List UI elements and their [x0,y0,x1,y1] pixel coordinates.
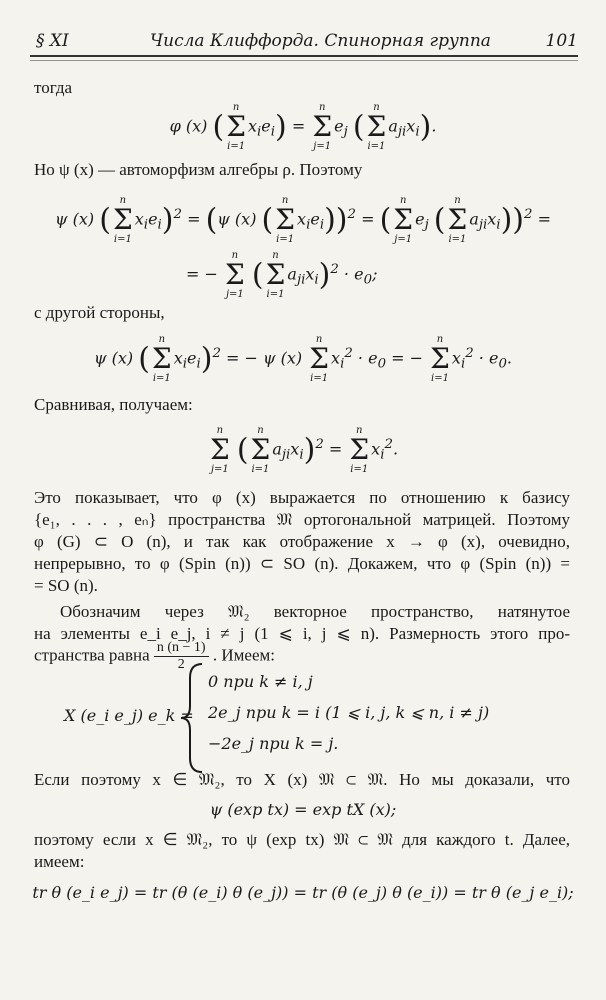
equation-5-lhs: X (e_i e_j) e_k = [64,706,194,725]
text-line: тогда [34,78,73,97]
paragraph-line: поэтому если x ∈ 𝔐₂, то ψ (exp tx) 𝔐 ⊂ 𝔐 для каждого t. Далее, [34,830,570,849]
equation-2b: = − n Σ j=1 ( n Σ i=1 $a_{ji}x_i)^2 \cdot e_0$; [186,250,378,300]
case-line-1: 0 при k ≠ i, j [208,672,313,691]
text-line: Сравнивая, получаем: [34,395,193,414]
chapter-title: Числа Клиффорда. Спинорная группа [150,31,491,51]
paragraph-line: Если поэтому x ∈ 𝔐₂, то X (x) 𝔐 ⊂ 𝔐. Но мы доказали, что [34,770,570,789]
equation-4: n Σ j=1 ( n Σ i=1 $a_{ji}x_i)^2$ = n Σ i=1 $x_i^2$. [209,425,399,475]
dimension-fraction: $\frac{n (n - 1)}{2}$ [154,640,209,673]
equation-7: tr θ (e_i e_j) = tr (θ (e_i) θ (e_j)) = tr (θ (e_j) θ (e_i)) = tr θ (e_j e_i); [32,883,574,902]
case-line-2: 2e_j при k = i (1 ⩽ i, j, k ⩽ n, i ≠ j) [208,703,490,722]
paragraph-line: = SO (n). [34,576,98,595]
equation-2a: ψ (x) ( n Σ i=1 $x_ie_i)^2 = (\psi$ (x) ( n Σ i=1 $x_ie_i))^2$ = ( n Σ j=1 $e_j$ ( n Σ i=1 $a_{ji}x_i))^2$ = [55,195,551,245]
case-line-3: −2e_j при k = j. [208,734,339,753]
section-number: § XI [36,31,69,51]
equation-3: ψ (x) ( n Σ i=1 $x_ie_i)^2$ = − ψ (x) n Σ i=1 $x_i^2 \cdot e_0$ = − n Σ i=1 $x_i^2 \cdot e_0$. [93,334,513,384]
header-rule [30,55,578,57]
paragraph-line: непрерывно, то φ (Spin (n)) ⊂ SO (n). Докажем, что φ (Spin (n)) = [34,554,570,573]
paragraph-line: Это показывает, что φ (x) выражается по отношению к базису [34,488,570,507]
left-brace [178,662,208,774]
running-header [30,27,578,53]
paragraph-line: на элементы e_i e_j, i ≠ j (1 ⩽ i, j ⩽ n). Размерность этого про- [34,624,570,643]
paragraph-line [34,640,275,673]
paragraph-line: имеем: [34,852,85,871]
paragraph-line: φ (G) ⊂ O (n), и так как отображение x → φ (x), очевидно, [34,532,570,551]
paragraph-line: Обозначим через 𝔐₂ векторное пространство, натянутое [60,602,570,621]
header-rule-thin [30,60,578,61]
text-line: Но ψ (x) — автоморфизм алгебры ρ. Поэтому [34,160,363,179]
page-number: 101 [545,31,578,51]
dimension-text: странства равна [34,645,150,665]
dimension-text-end: . Имеем: [212,645,275,665]
text-line: с другой стороны, [34,303,165,322]
paragraph-line: {e₁, . . . , eₙ} пространства 𝔐 ортогональной матрицей. Поэтому [34,510,570,529]
equation-1: φ (x) ( n Σ i=1 $x_ie_i$) = n Σ j=1 $e_j$ ( n Σ i=1 $a_{ji}x_i$). [169,102,437,152]
equation-6: ψ (exp tx) = exp tX (x); [209,800,397,819]
